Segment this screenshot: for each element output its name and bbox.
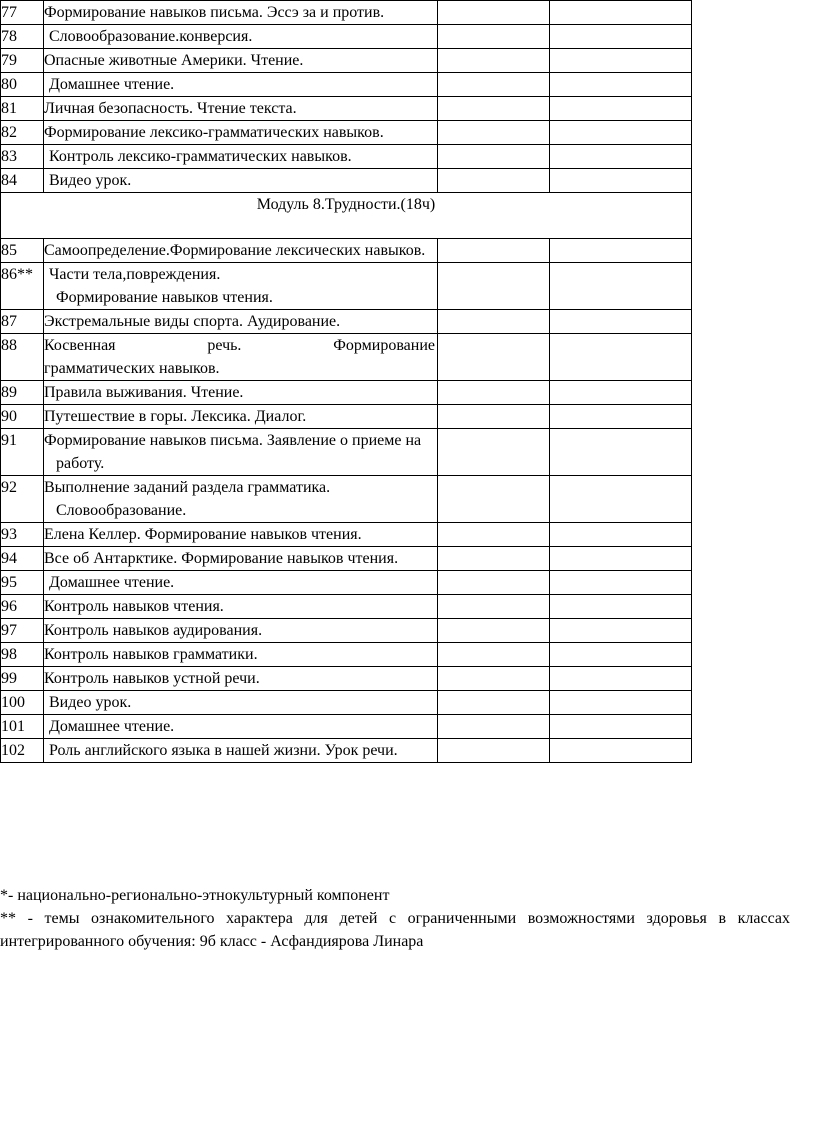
lesson-number: 85: [1, 239, 44, 263]
table-row: [1, 405, 692, 429]
lesson-number: 89: [1, 381, 44, 405]
lesson-topic: [44, 429, 438, 476]
lesson-number: 83: [1, 145, 44, 169]
lesson-number: 95: [1, 571, 44, 595]
lesson-topic: [44, 643, 438, 667]
lesson-topic: [44, 715, 438, 739]
lesson-topic-text: Контроль навыков устной речи.: [44, 670, 260, 687]
table-row: [1, 1, 692, 25]
date-plan-cell: [438, 239, 550, 263]
table-row: [1, 667, 692, 691]
date-plan-cell: [438, 595, 550, 619]
lesson-topic-line: грамматических навыков.: [44, 360, 220, 377]
date-fact-cell: [550, 476, 692, 523]
lesson-topic: [44, 169, 438, 193]
table-row: [1, 73, 692, 97]
lesson-topic-text: Домашнее чтение.: [49, 76, 175, 93]
table-row: [1, 310, 692, 334]
date-fact-cell: [550, 523, 692, 547]
date-fact-cell: [550, 571, 692, 595]
date-plan-cell: [438, 547, 550, 571]
lesson-number: 101: [1, 715, 44, 739]
date-plan-cell: [438, 310, 550, 334]
date-fact-cell: [550, 547, 692, 571]
lesson-topic-text: Домашнее чтение.: [49, 574, 175, 591]
table-row: [1, 239, 692, 263]
lesson-topic-text: Домашнее чтение.: [49, 718, 175, 735]
table-row: [1, 691, 692, 715]
table-row: [1, 49, 692, 73]
lesson-topic-text: Видео урок.: [49, 172, 132, 189]
lesson-topic: [44, 310, 438, 334]
table-row: [1, 263, 692, 310]
lesson-topic: [44, 25, 438, 49]
date-plan-cell: [438, 476, 550, 523]
lesson-topic-text: Самоопределение.Формирование лексических навыков.: [44, 242, 426, 259]
lesson-topic: [44, 547, 438, 571]
lesson-topic: [44, 121, 438, 145]
lesson-topic: [44, 595, 438, 619]
lesson-topic-text: Видео урок.: [49, 694, 132, 711]
table-row: [1, 643, 692, 667]
lesson-topic: [44, 381, 438, 405]
lesson-topic-text: Контроль навыков грамматики.: [44, 646, 258, 663]
date-plan-cell: [438, 691, 550, 715]
date-plan-cell: [438, 169, 550, 193]
date-plan-cell: [438, 619, 550, 643]
date-plan-cell: [438, 263, 550, 310]
lesson-topic-text: Формирование навыков письма. Заявление о приеме на работу.: [44, 432, 422, 472]
date-fact-cell: [550, 263, 692, 310]
date-fact-cell: [550, 715, 692, 739]
lesson-number: 81: [1, 97, 44, 121]
table-row: [1, 381, 692, 405]
lesson-number: 100: [1, 691, 44, 715]
date-fact-cell: [550, 595, 692, 619]
date-fact-cell: [550, 73, 692, 97]
lesson-topic: [44, 334, 438, 381]
lesson-number: 78: [1, 25, 44, 49]
lesson-number: 94: [1, 547, 44, 571]
date-plan-cell: [438, 715, 550, 739]
lesson-topic: [44, 667, 438, 691]
date-plan-cell: [438, 334, 550, 381]
lesson-topic: [44, 97, 438, 121]
lesson-number: 79: [1, 49, 44, 73]
lesson-number: 77: [1, 1, 44, 25]
lesson-number: 93: [1, 523, 44, 547]
lesson-number: 102: [1, 739, 44, 763]
lesson-topic: [44, 405, 438, 429]
footnotes: [0, 884, 790, 953]
lesson-topic-text: Формирование лексико-грамматических навыков.: [44, 124, 384, 141]
lesson-topic-text: Правила выживания. Чтение.: [44, 384, 244, 401]
date-fact-cell: [550, 667, 692, 691]
date-fact-cell: [550, 334, 692, 381]
lesson-number: 92: [1, 476, 44, 523]
lesson-number: 91: [1, 429, 44, 476]
table-row: [1, 571, 692, 595]
date-fact-cell: [550, 381, 692, 405]
date-plan-cell: [438, 643, 550, 667]
lesson-topic: [44, 739, 438, 763]
lesson-number: 96: [1, 595, 44, 619]
date-fact-cell: [550, 25, 692, 49]
lesson-topic: [44, 523, 438, 547]
date-plan-cell: [438, 523, 550, 547]
date-fact-cell: [550, 429, 692, 476]
date-plan-cell: [438, 429, 550, 476]
table-row: [1, 334, 692, 381]
date-plan-cell: [438, 25, 550, 49]
date-fact-cell: [550, 239, 692, 263]
date-plan-cell: [438, 49, 550, 73]
date-fact-cell: [550, 643, 692, 667]
lesson-number: 86**: [1, 263, 44, 310]
date-fact-cell: [550, 121, 692, 145]
lesson-topic: [44, 73, 438, 97]
lesson-number: 97: [1, 619, 44, 643]
lesson-topic: [44, 49, 438, 73]
lesson-topic-text: Контроль навыков аудирования.: [44, 622, 263, 639]
table-row: [1, 595, 692, 619]
lesson-topic-line: Формирование навыков чтения.: [56, 289, 273, 306]
lesson-topic: [44, 476, 438, 523]
lesson-topic: [44, 571, 438, 595]
lesson-topic-text: Роль английского языка в нашей жизни. Урок речи.: [49, 742, 398, 759]
table-row: [1, 619, 692, 643]
lesson-topic-text: Формирование навыков письма. Эссэ за и против.: [44, 4, 385, 21]
lesson-rows-bottom: [1, 239, 692, 763]
date-plan-cell: [438, 97, 550, 121]
lesson-topic-line: Части тела,повреждения.: [49, 266, 221, 283]
date-fact-cell: [550, 1, 692, 25]
table-row: [1, 715, 692, 739]
date-plan-cell: [438, 739, 550, 763]
date-fact-cell: [550, 310, 692, 334]
table-row: [1, 121, 692, 145]
lesson-topic-text: Контроль лексико-грамматических навыков.: [49, 148, 352, 165]
lesson-topic-text: Словообразование.конверсия.: [49, 28, 253, 45]
table-row: [1, 739, 692, 763]
lesson-number: 99: [1, 667, 44, 691]
date-plan-cell: [438, 571, 550, 595]
date-plan-cell: [438, 73, 550, 97]
date-plan-cell: [438, 667, 550, 691]
lesson-topic: [44, 619, 438, 643]
lesson-topic: [44, 691, 438, 715]
lesson-number: 82: [1, 121, 44, 145]
table-row: [1, 523, 692, 547]
table-row: [1, 169, 692, 193]
date-fact-cell: [550, 405, 692, 429]
lesson-topic-text: Контроль навыков чтения.: [44, 598, 224, 615]
lesson-topic-text: Путешествие в горы. Лексика. Диалог.: [44, 408, 307, 425]
date-fact-cell: [550, 49, 692, 73]
lesson-topic-text: Все об Антарктике. Формирование навыков чтения.: [44, 550, 399, 567]
lesson-number: 80: [1, 73, 44, 97]
lesson-number: 84: [1, 169, 44, 193]
date-fact-cell: [550, 169, 692, 193]
table-row: [1, 25, 692, 49]
lesson-topic-text: Опасные животные Америки. Чтение.: [44, 52, 304, 69]
date-fact-cell: [550, 145, 692, 169]
module-row-group: [1, 193, 692, 239]
lesson-number: 88: [1, 334, 44, 381]
table-row: [1, 97, 692, 121]
date-plan-cell: [438, 121, 550, 145]
date-fact-cell: [550, 619, 692, 643]
lesson-rows-top: [1, 1, 692, 193]
module-row: [1, 193, 692, 239]
lesson-topic: [44, 1, 438, 25]
date-plan-cell: [438, 145, 550, 169]
lesson-topic-text: Личная безопасность. Чтение текста.: [44, 100, 297, 117]
date-plan-cell: [438, 381, 550, 405]
date-fact-cell: [550, 97, 692, 121]
lesson-topic: [44, 239, 438, 263]
date-plan-cell: [438, 1, 550, 25]
lesson-topic: [44, 263, 438, 310]
lesson-number: 98: [1, 643, 44, 667]
date-fact-cell: [550, 691, 692, 715]
lesson-topic-line: Косвенная речь. Формирование: [44, 337, 435, 354]
table-row: [1, 476, 692, 523]
lesson-topic: [44, 145, 438, 169]
module-title: Модуль 8.Трудности.(18ч): [256, 196, 436, 213]
lesson-number: 90: [1, 405, 44, 429]
table-row: [1, 547, 692, 571]
table-row: [1, 429, 692, 476]
table-row: [1, 145, 692, 169]
module-title-cell: [1, 193, 692, 239]
date-fact-cell: [550, 739, 692, 763]
footnote-limited-abilities: ** - темы ознакомительного характера для детей с ограниченными возможностями здоровья в классах интегрированного обучения: 9б класс - Асфандиярова Линара: [0, 910, 790, 950]
date-plan-cell: [438, 405, 550, 429]
lesson-topic-text: Выполнение заданий раздела грамматика. Словообразование.: [44, 479, 331, 519]
lesson-topic-text: Елена Келлер. Формирование навыков чтения.: [44, 526, 362, 543]
lesson-topic-text: Экстремальные виды спорта. Аудирование.: [44, 313, 341, 330]
footnote-regional-component: *- национально-регионально-этнокультурный компонент: [0, 887, 390, 904]
lesson-number: 87: [1, 310, 44, 334]
